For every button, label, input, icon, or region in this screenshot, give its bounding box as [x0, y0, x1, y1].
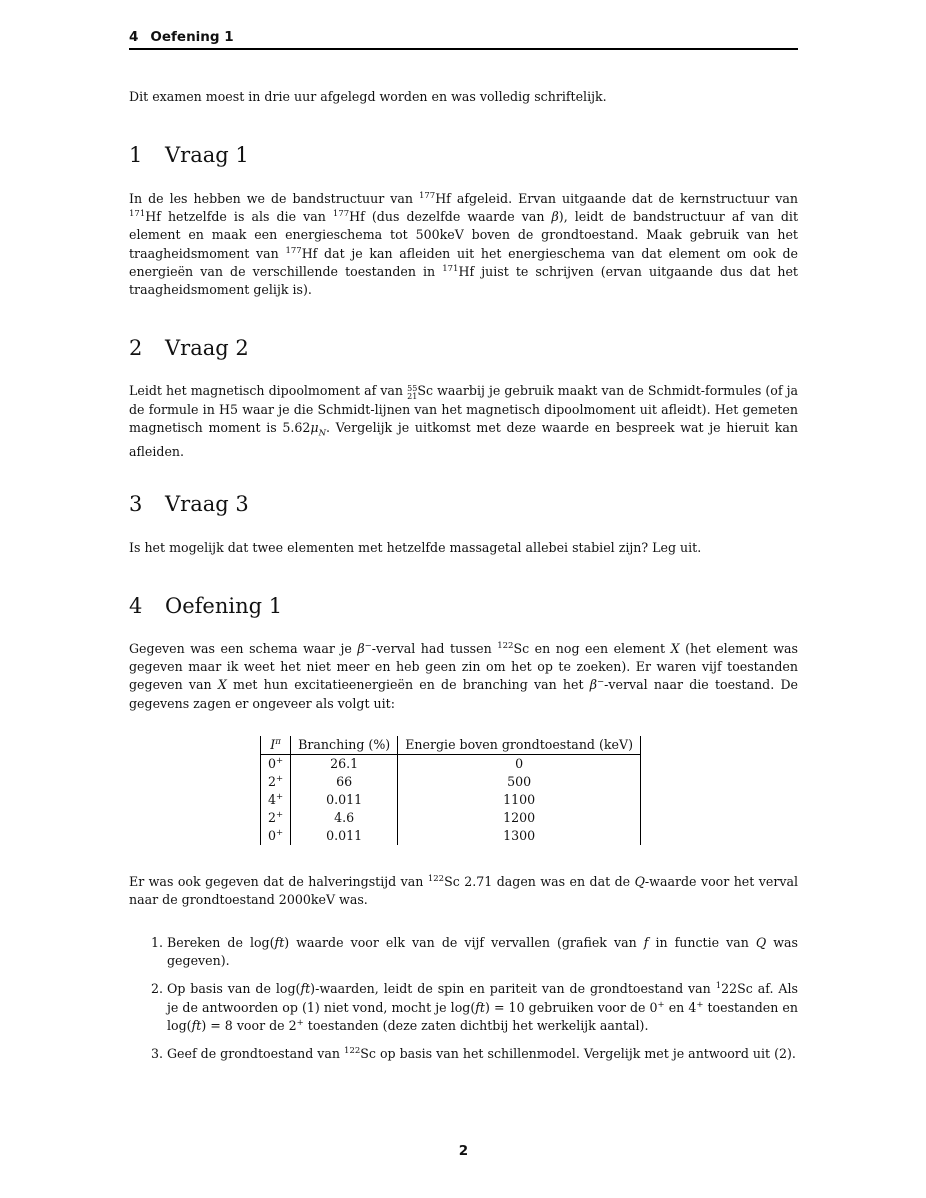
after-table-block — [129, 873, 798, 909]
section-3-heading — [129, 491, 798, 517]
section-2-number: 2 — [129, 336, 143, 360]
section-1-heading-block — [129, 142, 798, 168]
section-4-number: 4 — [129, 594, 143, 618]
col-header-energy: Energie boven grondtoestand (keV) — [398, 736, 641, 755]
section-2-title: Vraag 2 — [165, 336, 249, 360]
table-row — [261, 791, 641, 809]
cell-spin-parity: 0+ — [261, 827, 291, 845]
cell-spin-parity: 4+ — [261, 791, 291, 809]
question-1-paragraph: In de les hebben we de bandstructuur van $^{177}$Hf afgeleid. Ervan uitgaande dat de kernstructuur van $^{171}$Hf hetzelfde is als die van $^{177}$Hf (dus dezelfde waarde van β), leidt de bandstructuur af van dit element en maak een energieschema tot 500keV boven de grondtoestand. Maak gebruik van het traagheidsmoment van $^{177}$Hf dat je kan afleiden uit het energieschema van dat element om ook de energieën van de verschillende toestanden in $^{171}$Hf juist te schrijven (ervan uitgaande dus dat het traagheidsmoment gelijk is). — [129, 191, 799, 298]
intro-paragraph: Dit examen moest in drie uur afgelegd worden en was volledig schriftelijk. — [129, 89, 607, 104]
section-3-number: 3 — [129, 492, 143, 516]
cell-energy: 1200 — [398, 809, 641, 827]
cell-branching: 0.011 — [291, 791, 398, 809]
table-row — [261, 809, 641, 827]
section-1-heading — [129, 142, 798, 168]
header-section-title: Oefening 1 — [150, 29, 234, 45]
section-4-title: Oefening 1 — [165, 594, 283, 618]
col-header-spin-parity: $I^\pi$ — [261, 736, 291, 755]
cell-branching: 4.6 — [291, 809, 398, 827]
header-section-number: 4 — [129, 29, 139, 45]
task-list — [129, 934, 798, 1063]
list-item: 2. Op basis van de log(ft)-waarden, leidt de spin en pariteit van de grondtoestand van $^1$22Sc af. Als je de antwoorden op (1) niet vond, mocht je log(ft) = 10 gebruiken voor de 0+ en 4+ toestanden en log(ft) = 8 voor de 2+ toestanden (deze zaten dichtbij het werkelijk aantal). — [167, 980, 798, 1035]
question-2-paragraph: Leidt het magnetisch dipoolmoment af van 55 21Sc waarbij je gebruik maakt van de Schmidt-formules (of ja de formule in H5 waar je die Schmidt-lijnen van het magnetisch dipoolmoment uit afleidt). Het gemeten magnetisch moment is $5.62\mu_N$. Vergelijk je uitkomst met deze waarde en bespreek wat je hieruit kan afleiden. — [129, 383, 798, 459]
list-item: 3. Geef de grondtoestand van $^{122}$Sc op basis van het schillenmodel. Vergelijk met je antwoord uit (2). — [167, 1045, 798, 1063]
intro-block — [129, 88, 798, 106]
cell-energy: 1100 — [398, 791, 641, 809]
cell-spin-parity: 0+ — [261, 755, 291, 774]
task-list-block — [129, 934, 798, 1063]
section-3-body — [129, 539, 798, 557]
table-row — [261, 755, 641, 774]
cell-spin-parity: 2+ — [261, 809, 291, 827]
exercise-1-paragraph: Gegeven was een schema waar je β−-verval had tussen $^{122}$Sc en nog een element X (het element was gegeven maar ik weet het niet meer en heb geen zin om het op te zoeken). Er waren vijf toestanden gegeven van X met hun excitatieenergieën en de branching van het β−-verval naar die toestand. De gegevens zagen er ongeveer als volgt uit: — [129, 641, 798, 711]
decay-table — [260, 736, 641, 845]
section-1-number: 1 — [129, 143, 143, 167]
question-3-paragraph: Is het mogelijk dat twee elementen met hetzelfde massagetal allebei stabiel zijn? Leg uit. — [129, 540, 702, 555]
section-4-body — [129, 640, 798, 713]
page-number: 2 — [458, 1143, 469, 1159]
cell-branching: 26.1 — [291, 755, 398, 774]
list-item: 1. Bereken de log(ft) waarde voor elk van de vijf vervallen (grafiek van f in functie van Q was gegeven). — [167, 934, 798, 970]
isotope-notation: 55 21 — [407, 384, 418, 401]
section-1-body — [129, 190, 798, 299]
table-header-row — [261, 736, 641, 755]
section-1-title: Vraag 1 — [165, 143, 249, 167]
cell-energy: 0 — [398, 755, 641, 774]
section-3-title: Vraag 3 — [165, 492, 249, 516]
section-3-heading-block — [129, 491, 798, 517]
section-2-heading — [129, 335, 798, 361]
section-4-heading-block — [129, 593, 798, 619]
table-row — [261, 827, 641, 845]
section-4-heading — [129, 593, 798, 619]
section-2-heading-block — [129, 335, 798, 361]
col-header-branching: Branching (%) — [291, 736, 398, 755]
cell-energy: 1300 — [398, 827, 641, 845]
running-header — [129, 29, 798, 50]
table-row — [261, 773, 641, 791]
cell-energy: 500 — [398, 773, 641, 791]
cell-spin-parity: 2+ — [261, 773, 291, 791]
cell-branching: 66 — [291, 773, 398, 791]
section-2-body — [129, 382, 798, 461]
half-life-paragraph: Er was ook gegeven dat de halveringstijd van $^{122}$Sc 2.71 dagen was en dat de Q-waarde voor het verval naar de grondtoestand 2000keV was. — [129, 874, 799, 908]
cell-branching: 0.011 — [291, 827, 398, 845]
